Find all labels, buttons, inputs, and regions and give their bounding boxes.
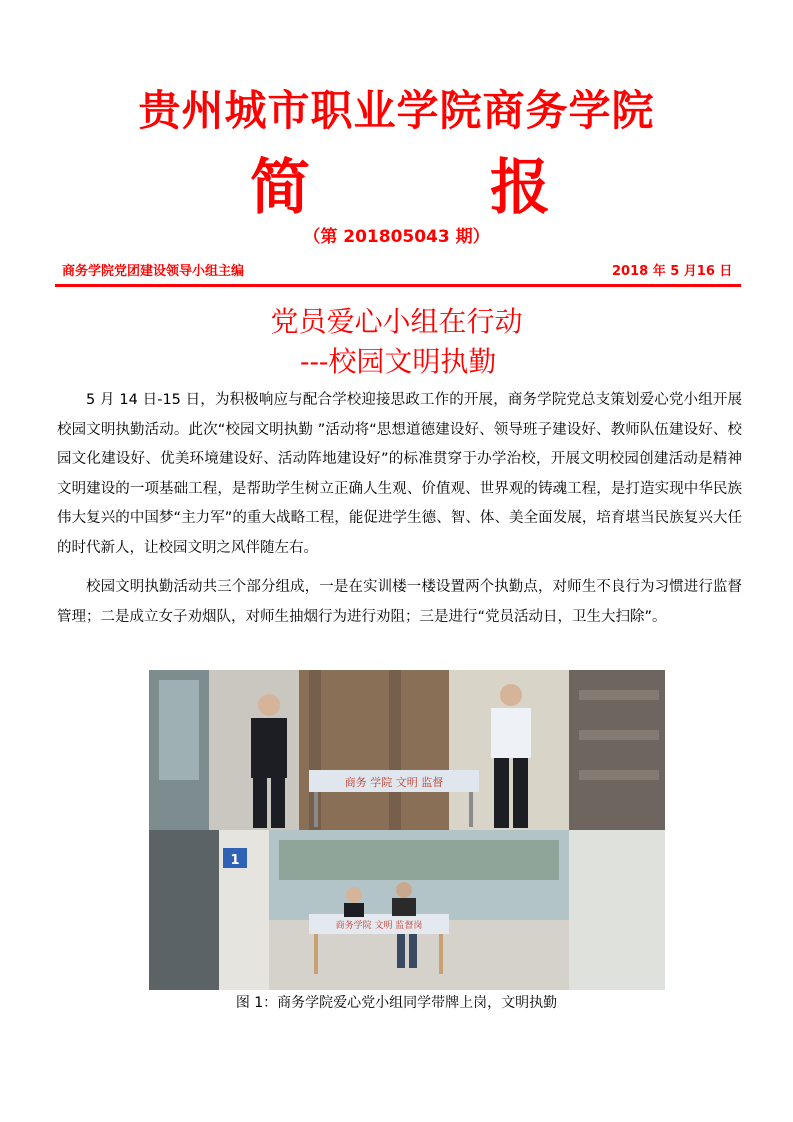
photo-bottom: [149, 830, 665, 990]
publish-date: 2018 年 5 月16 日: [612, 264, 733, 279]
org-title: 贵州城市职业学院商务学院: [138, 86, 655, 135]
photo-top: [149, 670, 665, 830]
article-subheadline: ---校园文明执勤: [300, 345, 497, 378]
brief-title-char-2: 报: [490, 153, 550, 223]
brief-title: [250, 140, 550, 226]
editor-line: 商务学院党团建设领导小组主编: [62, 264, 245, 279]
banner-top-text: 商务 学院 文明 监督: [344, 776, 444, 789]
article-photo: [149, 670, 665, 990]
article-headline: 党员爱心小组在行动: [270, 305, 523, 338]
header-rule: [55, 284, 741, 287]
issue-number: （第 201805043 期）: [303, 227, 490, 247]
door-number: 1: [230, 853, 240, 868]
figure-caption: 图 1：商务学院爱心党小组同学带牌上岗，文明执勤: [235, 995, 558, 1011]
banner-bottom-text: 商务学院 文明 监督岗: [335, 921, 423, 931]
brief-title-char-1: 简: [250, 153, 310, 223]
article-paragraph-1: 5 月 14 日-15 日，为积极响应与配合学校迎接思政工作的开展，商务学院党总支策划爱心党小组开展校园文明执勤活动。此次“校园文明执勤 ”活动将“思想道德建设好、领导班子建设好、教师队伍建设好、校园文化建设好、优美环境建设好、活动阵地建设好”的标准贯穿于办学治校，开展文明校园创建活动是精神文明建设的一项基础工程，是帮助学生树立正确人生观、价值观、世界观的铸魂工程，是打造实现中华民族伟大复兴的中国梦“主力军”的重大战略工程，能促进学生德、智、体、美全面发展，培育堪当民族复兴大任的时代新人，让校园文明之风伴随左右。: [57, 392, 742, 556]
article-paragraph-2: 校园文明执勤活动共三个部分组成，一是在实训楼一楼设置两个执勤点，对师生不良行为习惯进行监督管理；二是成立女子劝烟队，对师生抽烟行为进行劝阻；三是进行“党员活动日，卫生大扫除”。: [57, 579, 742, 625]
